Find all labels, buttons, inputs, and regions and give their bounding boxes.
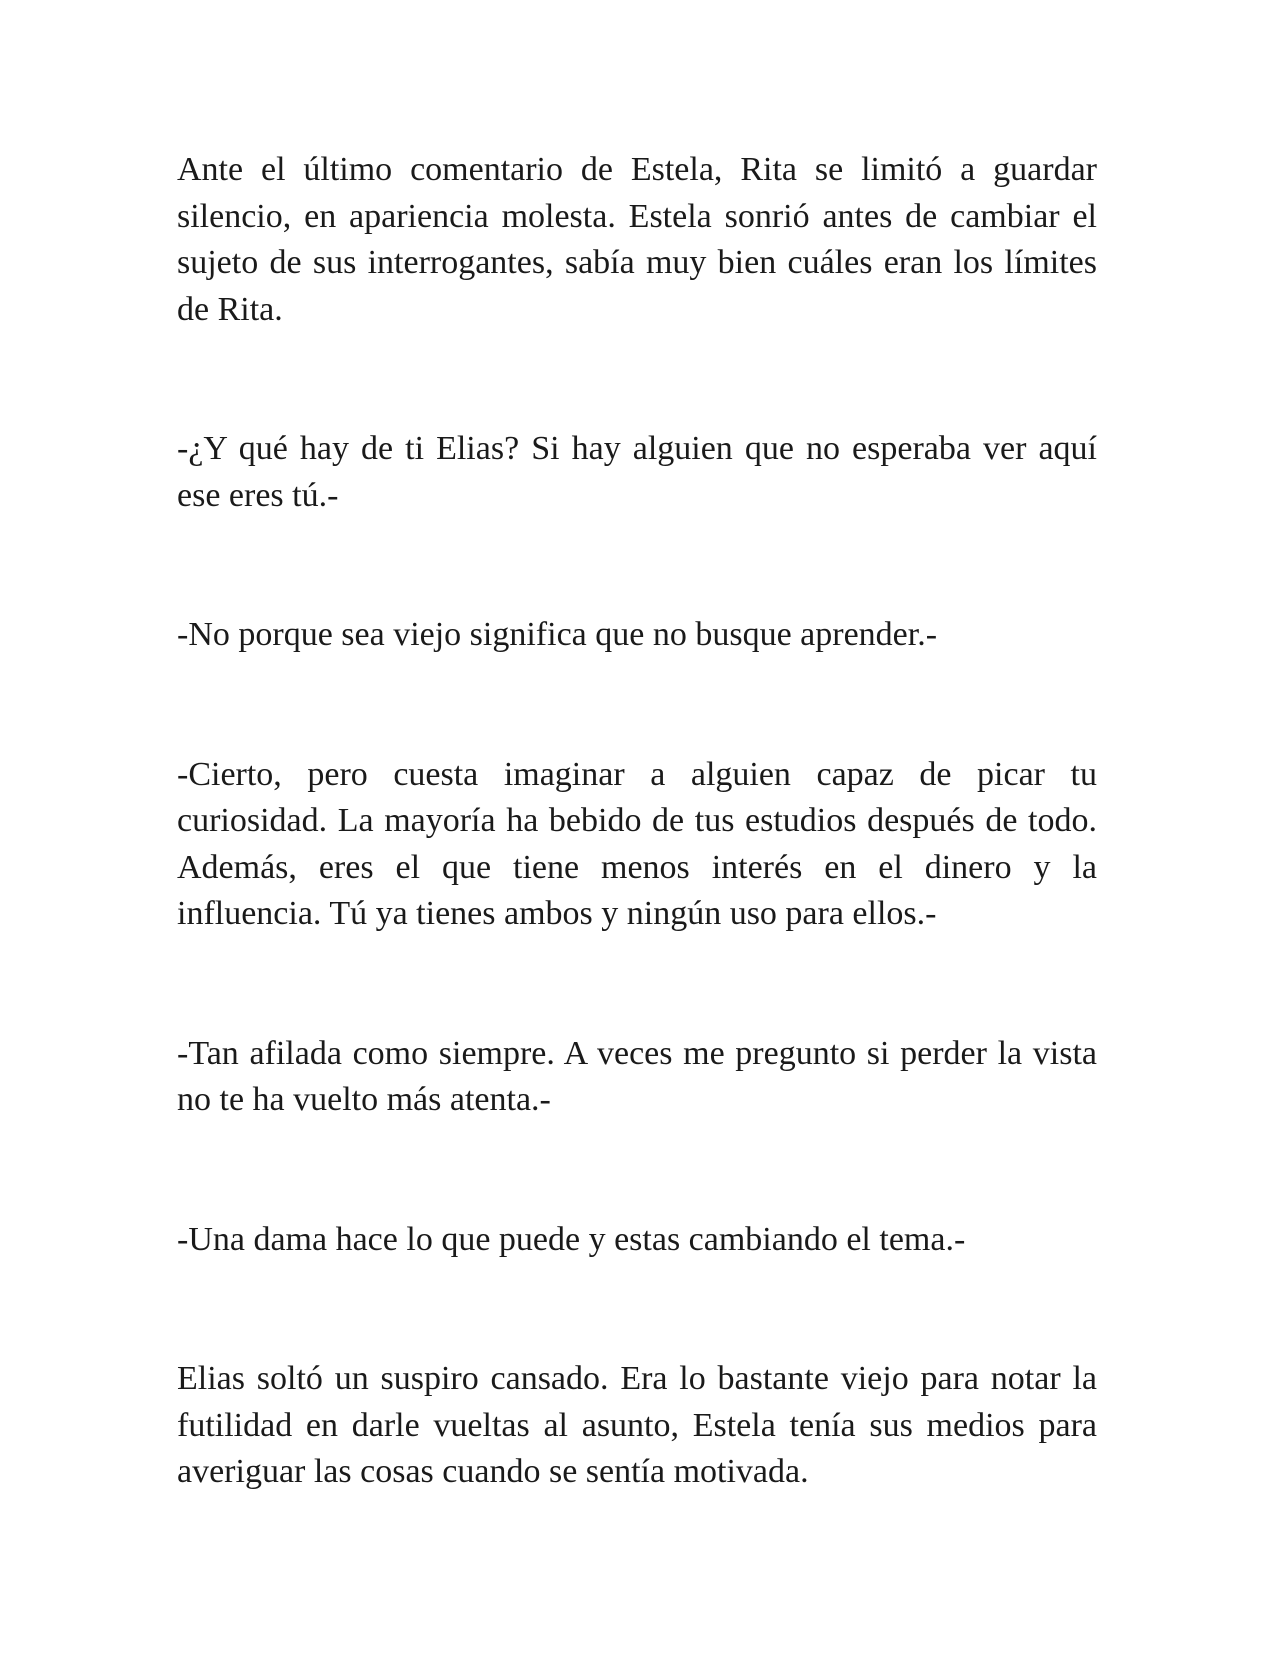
paragraph-dialogue-2: -No porque sea viejo significa que no busque aprender.- [177, 616, 938, 653]
paragraph-dialogue-1: -¿Y qué hay de ti Elias? Si hay alguien que no esperaba ver aquí ese eres tú.- [177, 430, 1097, 514]
paragraph-dialogue-5: -Una dama hace lo que puede y estas cambiando el tema.- [177, 1220, 966, 1258]
paragraph-dialogue-4: -Tan afilada como siempre. A veces me pregunto si perder la vista no te ha vuelto más atenta.- [177, 1034, 1097, 1118]
paragraph-dialogue-3: -Cierto, pero cuesta imaginar a alguien capaz de picar tu curiosidad. La mayoría ha bebido de tus estudios después de todo. Además, eres el que tiene menos interés en el dinero y la influencia. Tú ya tienes ambos y ningún uso para ellos.- [177, 755, 1097, 932]
document-body [177, 147, 1097, 1496]
paragraph-narration-1: Ante el último comentario de Estela, Rita se limitó a guardar silencio, en apariencia molesta. Estela sonrió antes de cambiar el sujeto de sus interrogantes, sabía muy bien cuáles eran los límites de Rita. [177, 151, 1097, 328]
paragraph-narration-2: Elias soltó un suspiro cansado. Era lo bastante viejo para notar la futilidad en darle vueltas al asunto, Estela tenía sus medios para averiguar las cosas cuando se sentía motivada. [177, 1360, 1097, 1490]
